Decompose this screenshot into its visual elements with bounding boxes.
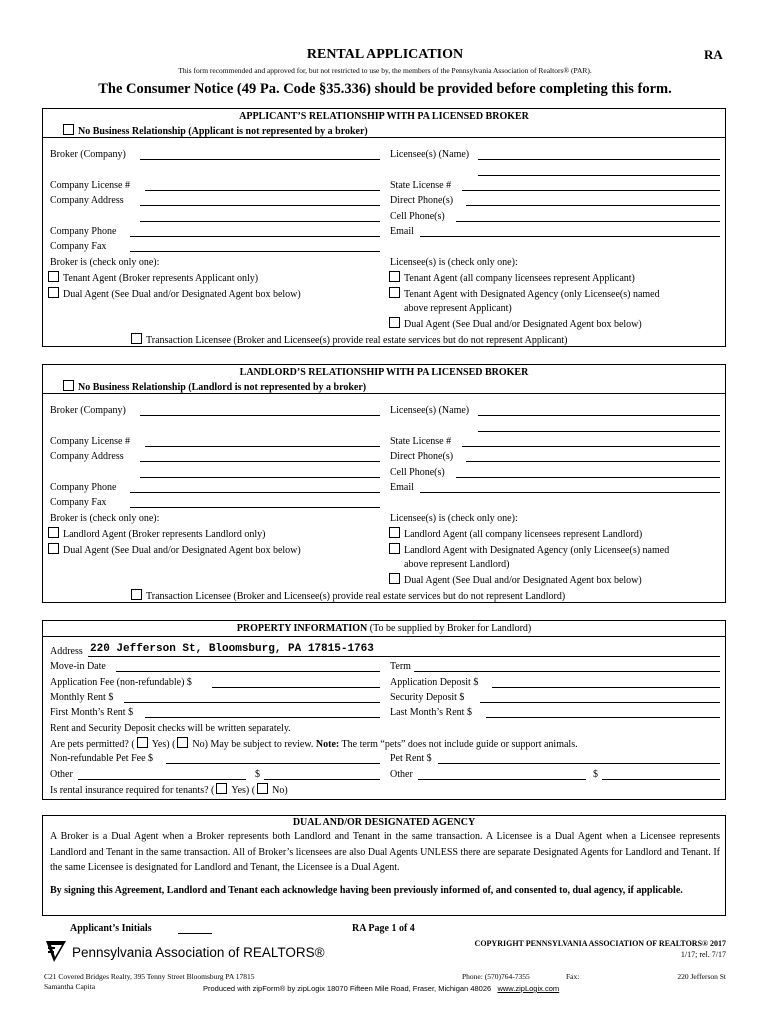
no-label: No) May be subject to review. <box>192 739 314 750</box>
label: Tenant Agent (all company licensees represent Applicant) <box>404 273 635 284</box>
broker-company-field[interactable] <box>140 415 380 416</box>
address-value[interactable]: 220 Jefferson St, Bloomsburg, PA 17815-1763 <box>90 643 374 655</box>
licensee-option-3[interactable] <box>389 573 642 587</box>
other-amount-left[interactable] <box>264 779 380 780</box>
checks-note: Rent and Security Deposit checks will be written separately. <box>50 723 291 734</box>
cell-phone-label: Cell Phone(s) <box>390 211 445 222</box>
insurance-label: Is rental insurance required for tenants? ( <box>50 785 215 796</box>
yes-label: Yes) ( <box>151 739 176 750</box>
insurance-yes-checkbox[interactable] <box>216 783 227 794</box>
label: Dual Agent (See Dual and/or Designated Agent box below) <box>63 289 301 300</box>
licensee-option-2-cont: above represent Applicant) <box>404 303 512 314</box>
broker-option-1[interactable] <box>48 271 258 285</box>
company-license-label: Company License # <box>50 436 130 447</box>
page-number: RA Page 1 of 4 <box>352 923 415 934</box>
state-license-label: State License # <box>390 436 452 447</box>
produced-text: Produced with zipForm® by zipLogix 18070 Fifteen Mile Road, Fraser, Michigan 48026 <box>203 984 492 993</box>
other-dollar-right: $ <box>593 769 598 780</box>
checkbox[interactable] <box>389 543 400 554</box>
licensee-option-1[interactable] <box>389 271 635 285</box>
company-address-field[interactable] <box>140 205 380 206</box>
company-address-label: Company Address <box>50 195 124 206</box>
app-deposit-label: Application Deposit $ <box>390 677 479 688</box>
initials-field[interactable] <box>178 933 212 934</box>
note-text: The term “pets” does not include guide or support animals. <box>339 739 578 750</box>
initials-label: Applicant’s Initials <box>70 923 152 934</box>
label: Landlord Agent (all company licensees represent Landlord) <box>404 529 643 540</box>
fax: Fax: <box>566 972 580 981</box>
consumer-notice: The Consumer Notice (49 Pa. Code §35.336) should be provided before completing this form. <box>98 81 672 97</box>
label: Dual Agent (See Dual and/or Designated Agent box below) <box>404 575 642 586</box>
label: Transaction Licensee (Broker and Licensee(s) provide real estate services but do not represent Applicant) <box>146 335 568 346</box>
no-label: No) <box>272 785 288 796</box>
transaction-licensee[interactable] <box>131 589 565 603</box>
recommended-note: This form recommended and approved for, but not restricted to use by, the members of the Pennsylvania Association of Realtors® (PAR). <box>178 66 592 75</box>
company-fax-field[interactable] <box>130 251 380 252</box>
pets-question <box>50 737 578 751</box>
company-fax-label: Company Fax <box>50 241 107 252</box>
pets-yes-checkbox[interactable] <box>137 737 148 748</box>
company-fax-label: Company Fax <box>50 497 107 508</box>
direct-phone-label: Direct Phone(s) <box>390 195 454 206</box>
direct-phone-field[interactable] <box>466 205 720 206</box>
licensees-name-label: Licensee(s) (Name) <box>390 149 470 160</box>
company-phone-label: Company Phone <box>50 226 117 237</box>
page-title: RENTAL APPLICATION <box>306 47 464 62</box>
address-label: Address <box>50 646 83 657</box>
licensees-name-field-2[interactable] <box>478 175 720 176</box>
checkbox[interactable] <box>131 333 142 344</box>
label: No Business Relationship (Applicant is not represented by a broker) <box>78 126 368 137</box>
app-deposit-field[interactable] <box>492 687 720 688</box>
note-label: Note: <box>315 739 340 750</box>
checkbox[interactable] <box>131 589 142 600</box>
broker-option-2[interactable] <box>48 543 301 557</box>
company-phone-field[interactable] <box>130 492 380 493</box>
other-field-right[interactable] <box>418 779 586 780</box>
checkbox[interactable] <box>389 271 400 282</box>
company-phone-label: Company Phone <box>50 482 117 493</box>
agency-acknowledgement: By signing this Agreement, Landlord and Tenant each acknowledge having been previously informed of, and consented to, dual agency, if applicable. <box>50 885 683 896</box>
term-field[interactable] <box>414 671 720 672</box>
first-month-label: First Month’s Rent $ <box>50 707 134 718</box>
insurance-no-checkbox[interactable] <box>257 783 268 794</box>
company-address-label: Company Address <box>50 451 124 462</box>
company-license-field[interactable] <box>145 190 380 191</box>
move-in-label: Move-in Date <box>50 661 106 672</box>
monthly-rent-field[interactable] <box>124 702 380 703</box>
direct-phone-label: Direct Phone(s) <box>390 451 454 462</box>
licensees-name-field-2[interactable] <box>478 431 720 432</box>
checkbox[interactable] <box>63 124 74 135</box>
licensee-option-3[interactable] <box>389 317 642 331</box>
move-in-field[interactable] <box>116 671 380 672</box>
broker-option-2[interactable] <box>48 287 301 301</box>
label: Transaction Licensee (Broker and Licensee(s) provide real estate services but do not represent Landlord) <box>146 591 566 602</box>
cell-phone-field[interactable] <box>456 221 720 222</box>
document-name: 220 Jefferson St <box>677 972 726 981</box>
applicant-no-relationship[interactable] <box>63 124 368 138</box>
broker-is-label: Broker is (check only one): <box>50 257 160 268</box>
revision: 1/17; rel. 7/17 <box>680 950 726 959</box>
state-license-field[interactable] <box>462 190 720 191</box>
produced-with <box>203 984 559 994</box>
label: Dual Agent (See Dual and/or Designated Agent box below) <box>63 545 301 556</box>
company-address-field-2[interactable] <box>140 477 380 478</box>
pets-label: Are pets permitted? ( <box>50 739 135 750</box>
last-month-field[interactable] <box>486 717 720 718</box>
broker-option-1[interactable] <box>48 527 265 541</box>
heading-bold: PROPERTY INFORMATION <box>236 623 368 634</box>
website-link[interactable]: www.zipLogix.com <box>497 984 560 993</box>
broker-company-label: Broker (Company) <box>50 405 126 416</box>
checkbox[interactable] <box>48 287 59 298</box>
monthly-rent-label: Monthly Rent $ <box>50 692 114 703</box>
copyright: COPYRIGHT PENNSYLVANIA ASSOCIATION OF REALTORS® 2017 <box>474 939 726 948</box>
landlord-section <box>42 364 726 603</box>
label: Tenant Agent (Broker represents Applicant only) <box>63 273 259 284</box>
email-field[interactable] <box>420 236 720 237</box>
security-deposit-label: Security Deposit $ <box>390 692 465 703</box>
pet-rent-field[interactable] <box>438 763 720 764</box>
agency-heading: DUAL AND/OR DESIGNATED AGENCY <box>292 817 476 828</box>
broker-company-label: Broker (Company) <box>50 149 126 160</box>
app-fee-label: Application Fee (non-refundable) $ <box>50 677 192 688</box>
org-name: Pennsylvania Association of REALTORS® <box>72 945 325 960</box>
label: Landlord Agent (Broker represents Landlord only) <box>63 529 266 540</box>
realty-info: C21 Covered Bridges Realty, 395 Tenny Street Bloomsburg PA 17815 <box>44 972 255 981</box>
term-label: Term <box>390 661 411 672</box>
label: No Business Relationship (Landlord is not represented by a broker) <box>78 382 367 393</box>
landlord-no-relationship[interactable] <box>63 380 366 394</box>
cell-phone-label: Cell Phone(s) <box>390 467 445 478</box>
label: Dual Agent (See Dual and/or Designated Agent box below) <box>404 319 642 330</box>
state-license-field[interactable] <box>462 446 720 447</box>
company-address-field-2[interactable] <box>140 221 380 222</box>
landlord-heading: LANDLORD’S RELATIONSHIP WITH PA LICENSED BROKER <box>239 367 529 378</box>
licensees-name-label: Licensee(s) (Name) <box>390 405 470 416</box>
checkbox[interactable] <box>48 527 59 538</box>
licensee-option-2[interactable] <box>389 287 660 301</box>
applicant-section <box>42 108 726 347</box>
first-month-field[interactable] <box>145 717 380 718</box>
checkbox[interactable] <box>389 573 400 584</box>
licensees-name-field[interactable] <box>478 159 720 160</box>
other-label-left: Other <box>50 769 73 780</box>
pet-rent-label: Pet Rent $ <box>390 753 432 764</box>
email-label: Email <box>390 226 414 237</box>
yes-label: Yes) ( <box>231 785 256 796</box>
checkbox[interactable] <box>48 271 59 282</box>
licensee-option-2[interactable] <box>389 543 669 557</box>
applicant-heading: APPLICANT’S RELATIONSHIP WITH PA LICENSED BROKER <box>239 111 529 122</box>
app-fee-field[interactable] <box>212 687 380 688</box>
other-amount-right[interactable] <box>602 779 720 780</box>
cell-phone-field[interactable] <box>456 477 720 478</box>
company-license-field[interactable] <box>145 446 380 447</box>
pet-fee-field[interactable] <box>166 763 380 764</box>
insurance-question <box>50 783 288 797</box>
pet-fee-label: Non-refundable Pet Fee $ <box>50 753 154 764</box>
label: Landlord Agent with Designated Agency (only Licensee(s) named <box>404 545 670 556</box>
company-license-label: Company License # <box>50 180 130 191</box>
email-label: Email <box>390 482 414 493</box>
company-address-field[interactable] <box>140 461 380 462</box>
address-field <box>88 656 720 657</box>
security-deposit-field[interactable] <box>480 702 720 703</box>
agency-paragraph: A Broker is a Dual Agent when a Broker represents both Landlord and Tenant in the same transaction. A Licensee is a Dual Agent when a Licensee represents Landlord and Tenant in the same transaction. All of Broker’s licensees are also Dual Agents UNLESS there are separate Designated Agents for Landlord and Tenant. If the same Licensee is designated for Landlord and Tenant, the Licensee is a Dual Agent. <box>50 831 720 873</box>
other-dollar-left: $ <box>255 769 260 780</box>
form-code: RA <box>704 47 723 62</box>
other-field-left[interactable] <box>78 779 246 780</box>
heading-rest: (To be supplied by Broker for Landlord) <box>367 623 532 634</box>
agent-name: Samantha Capita <box>44 982 96 991</box>
licensee-is-label: Licensee(s) is (check only one): <box>390 257 518 268</box>
direct-phone-field[interactable] <box>466 461 720 462</box>
broker-is-label: Broker is (check only one): <box>50 513 160 524</box>
checkbox[interactable] <box>63 380 74 391</box>
checkbox[interactable] <box>389 317 400 328</box>
licensee-option-2-cont: above represent Landlord) <box>404 559 510 570</box>
property-heading <box>42 622 726 635</box>
divider <box>42 636 726 637</box>
licensee-option-1[interactable] <box>389 527 642 541</box>
company-fax-field[interactable] <box>130 507 380 508</box>
phone: Phone: (570)764-7355 <box>462 972 530 981</box>
checkbox[interactable] <box>389 287 400 298</box>
licensee-is-label: Licensee(s) is (check only one): <box>390 513 518 524</box>
email-field[interactable] <box>420 492 720 493</box>
transaction-licensee[interactable] <box>131 333 567 347</box>
licensees-name-field[interactable] <box>478 415 720 416</box>
company-phone-field[interactable] <box>130 236 380 237</box>
other-label-right: Other <box>390 769 413 780</box>
state-license-label: State License # <box>390 180 452 191</box>
label: Tenant Agent with Designated Agency (only Licensee(s) named <box>404 289 660 300</box>
pets-no-checkbox[interactable] <box>177 737 188 748</box>
checkbox[interactable] <box>389 527 400 538</box>
last-month-label: Last Month’s Rent $ <box>390 707 472 718</box>
checkbox[interactable] <box>48 543 59 554</box>
broker-company-field[interactable] <box>140 159 380 160</box>
